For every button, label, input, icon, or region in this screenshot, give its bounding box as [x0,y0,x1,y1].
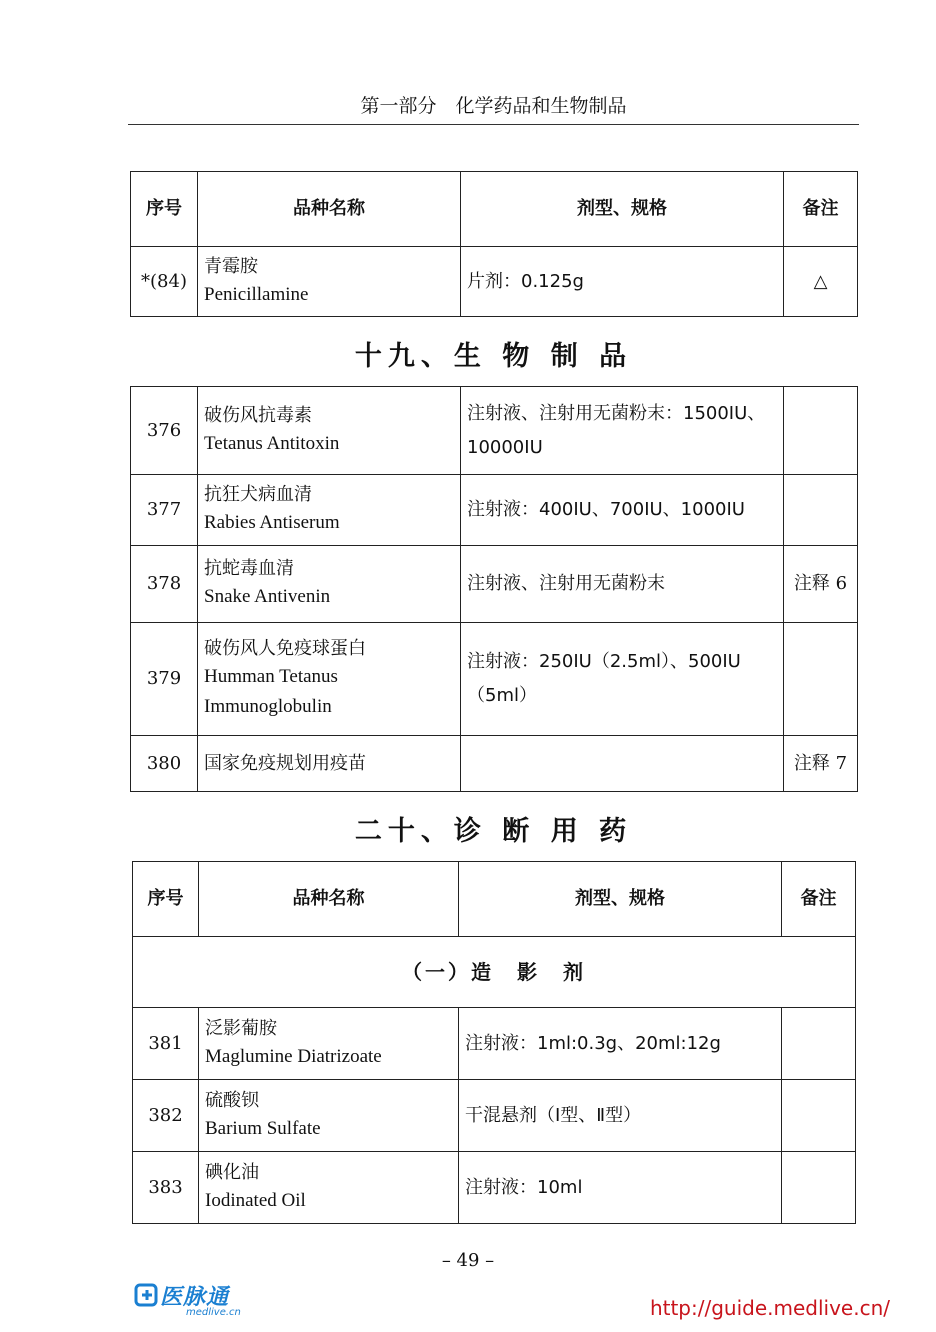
drug-name-en: Penicillamine [204,283,309,305]
row-name [198,623,461,736]
row-name [198,475,461,546]
logo-subtext: medlive.cn [186,1307,241,1318]
row-note: △ [784,247,858,317]
table-row [133,1152,856,1224]
page-header-title: 第一部分 化学药品和生物制品 [360,95,627,117]
row-no: 377 [131,475,198,546]
table-row [133,1008,856,1080]
section-title-diagnostics: 二十、诊 断 用 药 [354,816,633,847]
logo-mark-icon [134,1282,160,1308]
table-header-row [133,862,856,937]
row-note [782,1080,856,1152]
drug-name-en: Tetanus Antitoxin [204,432,340,454]
row-spec: 注射液：400IU、700IU、1000IU [461,475,784,546]
drug-name-en: Rabies Antiserum [204,512,340,533]
table-row [131,736,858,792]
drug-name-zh: 硫酸钡 [205,1089,259,1111]
drug-name-zh: 国家免疫规划用疫苗 [204,752,366,774]
row-name [199,1152,459,1224]
col-header-no: 序号 [133,862,199,937]
subsection-row [133,937,856,1008]
row-no: 379 [131,623,198,736]
drug-name-zh: 抗蛇毒血清 [204,558,294,579]
drug-name-zh: 破伤风人免疫球蛋白 [204,638,366,659]
table-row [131,247,858,317]
row-no: 378 [131,546,198,623]
row-spec: 注射液：250IU（2.5ml）、500IU（5ml） [461,623,784,736]
row-no: 383 [133,1152,199,1224]
row-spec: 片剂：0.125g [461,247,784,317]
col-header-no: 序号 [131,172,198,247]
row-no: 381 [133,1008,199,1080]
col-header-spec: 剂型、规格 [459,862,782,937]
row-name [199,1080,459,1152]
drug-name-en: Maglumine Diatrizoate [205,1045,382,1067]
row-note [784,623,858,736]
drug-name-zh: 青霉胺 [204,255,258,277]
row-spec: 干混悬剂（Ⅰ型、Ⅱ型） [459,1080,782,1152]
site-url-link[interactable]: http://guide.medlive.cn/ [649,1296,890,1320]
col-header-spec: 剂型、规格 [461,172,784,247]
row-name [198,387,461,475]
row-note [784,387,858,475]
row-note [782,1152,856,1224]
col-header-note: 备注 [784,172,858,247]
subsection-title-contrast: （一）造 影 剂 [133,937,856,1008]
medlive-logo [134,1280,244,1324]
drug-table-chemical [130,171,858,317]
table-row [131,546,858,623]
row-note: 注释 7 [784,736,858,792]
table-row [131,475,858,546]
row-name [198,546,461,623]
row-spec: 注射液：1ml:0.3g、20ml:12g [459,1008,782,1080]
row-name [199,1008,459,1080]
row-note [782,1008,856,1080]
col-header-note: 备注 [782,862,856,937]
table-row [131,387,858,475]
table-header-row [131,172,858,247]
row-note: 注释 6 [784,546,858,623]
row-name [198,736,461,792]
drug-name-en: Humman Tetanus Immunoglobulin [204,666,338,717]
table-row [131,623,858,736]
drug-name-en: Iodinated Oil [205,1189,306,1211]
row-note [784,475,858,546]
drug-name-zh: 泛影葡胺 [205,1017,277,1039]
table-row [133,1080,856,1152]
section-title-biologics: 十九、生 物 制 品 [354,341,633,372]
col-header-name: 品种名称 [198,172,461,247]
drug-name-en: Snake Antivenin [204,586,331,607]
drug-table-diagnostics [132,861,856,1224]
row-no: 376 [131,387,198,475]
row-spec [461,736,784,792]
row-spec: 注射液、注射用无菌粉末：1500IU、10000IU [461,387,784,475]
page-number: – 49 – [441,1250,495,1271]
row-spec: 注射液：10ml [459,1152,782,1224]
drug-table-biologics [130,386,858,792]
row-spec: 注射液、注射用无菌粉末 [461,546,784,623]
drug-name-en: Barium Sulfate [205,1117,321,1139]
page-header [128,94,859,125]
logo-text: 医脉通 [160,1285,230,1310]
row-no: 382 [133,1080,199,1152]
row-no: *(84) [131,247,198,317]
col-header-name: 品种名称 [199,862,459,937]
drug-name-zh: 破伤风抗毒素 [204,404,312,426]
row-no: 380 [131,736,198,792]
drug-name-zh: 抗狂犬病血清 [204,484,312,505]
drug-name-zh: 碘化油 [205,1161,259,1183]
row-name [198,247,461,317]
